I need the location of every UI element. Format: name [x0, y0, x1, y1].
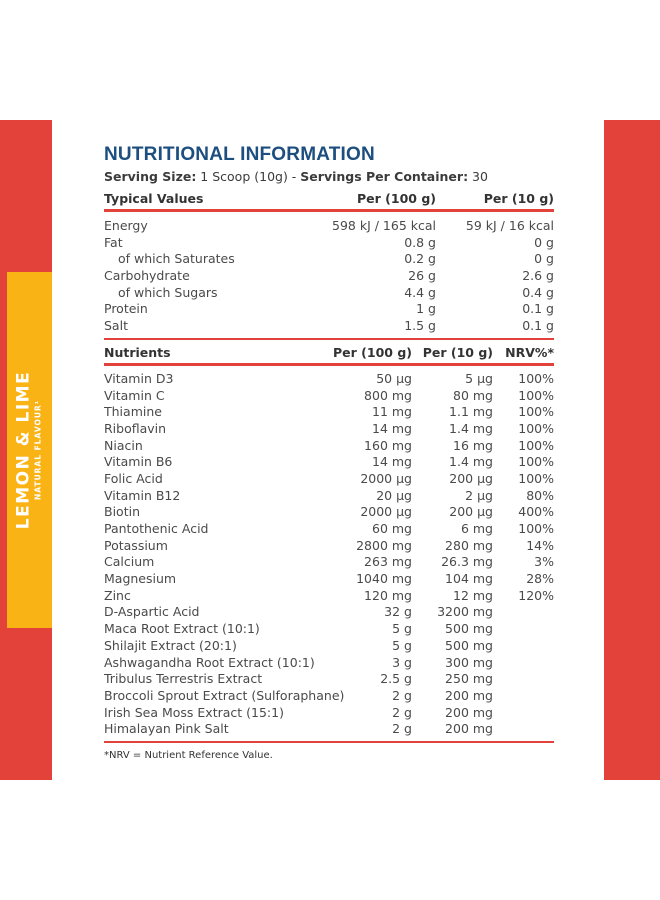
row-per100: 160 mg — [364, 437, 412, 453]
row-nrv: 100% — [518, 370, 554, 386]
row-per100: 11 mg — [372, 404, 412, 420]
table-row — [104, 504, 554, 521]
nutrients-table — [104, 366, 554, 743]
row-label: Ashwagandha Root Extract (10:1) — [104, 654, 315, 670]
table-row — [104, 438, 554, 455]
row-per10: 0.4 g — [522, 284, 554, 300]
row-label: Carbohydrate — [104, 268, 190, 284]
row-label: Shilajit Extract (20:1) — [104, 637, 237, 653]
table-row — [104, 285, 554, 302]
typical-header-label: Typical Values — [104, 191, 204, 206]
typical-values-header — [104, 189, 554, 212]
row-per10: 280 mg — [445, 537, 493, 553]
row-per100: 2 g — [392, 704, 412, 720]
row-label: Calcium — [104, 554, 155, 570]
row-per10: 2.6 g — [522, 268, 554, 284]
typical-header-per100: Per (100 g) — [357, 191, 436, 206]
row-label: Pantothenic Acid — [104, 521, 209, 536]
nutrients-header-per10: Per (10 g) — [422, 344, 493, 360]
row-per10: 200 µg — [449, 470, 493, 486]
row-label: Zinc — [104, 587, 131, 603]
table-row — [104, 688, 554, 705]
row-label: Irish Sea Moss Extract (15:1) — [104, 704, 284, 720]
serving-info — [104, 168, 554, 185]
row-per100: 14 mg — [372, 454, 412, 470]
table-row — [104, 488, 554, 505]
row-per100: 1 g — [416, 301, 436, 317]
row-label: Vitamin B12 — [104, 487, 181, 503]
row-per10: 0.1 g — [522, 301, 554, 317]
row-per10: 200 µg — [449, 504, 493, 520]
row-per10: 200 mg — [445, 687, 493, 703]
table-row — [104, 604, 554, 621]
row-nrv: 100% — [518, 420, 554, 436]
row-per100: 2 g — [392, 687, 412, 703]
row-per10: 6 mg — [460, 521, 493, 536]
row-per10: 5 µg — [465, 370, 493, 386]
row-per100: 26 g — [408, 268, 436, 284]
nutrition-panel — [104, 144, 554, 762]
table-row — [104, 521, 554, 538]
row-per10: 1.4 mg — [449, 454, 493, 470]
typical-header-per10: Per (10 g) — [483, 191, 554, 206]
row-nrv: 100% — [518, 454, 554, 470]
nutrients-header-label: Nutrients — [104, 344, 171, 360]
row-label: Maca Root Extract (10:1) — [104, 621, 260, 637]
row-label: Himalayan Pink Salt — [104, 721, 229, 737]
table-row — [104, 301, 554, 318]
row-nrv: 3% — [534, 554, 554, 570]
row-label: D-Aspartic Acid — [104, 604, 200, 620]
row-per10: 300 mg — [445, 654, 493, 670]
right-red-band — [604, 120, 660, 780]
row-per100: 4.4 g — [404, 284, 436, 300]
table-row — [104, 621, 554, 638]
table-row — [104, 454, 554, 471]
row-label: Tribulus Terrestris Extract — [104, 671, 263, 687]
row-label: Biotin — [104, 504, 140, 520]
flavour-label — [15, 371, 44, 529]
row-label: of which Saturates — [118, 251, 235, 267]
row-per10: 500 mg — [445, 621, 493, 637]
row-label: of which Sugars — [118, 284, 218, 300]
row-nrv: 100% — [518, 387, 554, 403]
table-row — [104, 638, 554, 655]
serving-size-label: Serving Size: — [104, 169, 197, 184]
table-row — [104, 721, 554, 738]
row-per100: 20 µg — [376, 487, 412, 503]
row-label: Magnesium — [104, 571, 177, 587]
row-per10: 250 mg — [445, 671, 493, 687]
row-per100: 598 kJ / 165 kcal — [332, 218, 436, 233]
footnote: *NRV = Nutrient Reference Value. — [104, 749, 273, 761]
row-per100: 2000 µg — [360, 504, 412, 520]
table-row — [104, 251, 554, 268]
serving-size-value: 1 Scoop (10g) - — [196, 169, 301, 184]
table-row — [104, 235, 554, 252]
row-per10: 0 g — [534, 234, 554, 250]
nutrients-header-per100: Per (100 g) — [333, 344, 412, 360]
row-label: Riboflavin — [104, 420, 167, 436]
row-nrv: 100% — [518, 470, 554, 486]
table-row — [104, 318, 554, 335]
flavour-name: LEMON & LIME — [13, 370, 34, 530]
table-row — [104, 588, 554, 605]
nutrients-header — [104, 343, 554, 366]
row-nrv: 80% — [526, 487, 554, 503]
page-title: NUTRITIONAL INFORMATION — [104, 144, 375, 165]
row-nrv: 28% — [526, 571, 554, 587]
row-per10: 59 kJ / 16 kcal — [465, 218, 554, 233]
row-label: Protein — [104, 301, 148, 317]
row-per100: 5 g — [392, 637, 412, 653]
row-per100: 5 g — [392, 621, 412, 637]
nutrients-header-nrv: NRV%* — [505, 344, 554, 360]
row-nrv: 100% — [518, 404, 554, 420]
table-row — [104, 571, 554, 588]
row-nrv: 400% — [518, 504, 554, 520]
row-per10: 12 mg — [453, 587, 493, 603]
row-per100: 2800 mg — [356, 537, 412, 553]
table-row — [104, 671, 554, 688]
row-label: Broccoli Sprout Extract (Sulforaphane) — [104, 687, 345, 703]
table-row — [104, 655, 554, 672]
table-row — [104, 218, 554, 235]
row-label: Fat — [104, 234, 123, 250]
row-per10: 0 g — [534, 251, 554, 267]
row-per100: 50 µg — [376, 370, 412, 386]
servings-per-container-label: Servings Per Container: — [300, 169, 469, 184]
row-per100: 120 mg — [364, 587, 412, 603]
row-per100: 1.5 g — [404, 318, 436, 334]
table-row — [104, 421, 554, 438]
row-label: Salt — [104, 318, 128, 334]
row-per100: 263 mg — [364, 554, 412, 570]
table-row — [104, 268, 554, 285]
row-per100: 60 mg — [372, 521, 412, 536]
row-per10: 80 mg — [453, 387, 493, 403]
row-nrv: 100% — [518, 437, 554, 453]
row-per100: 0.8 g — [404, 234, 436, 250]
row-per10: 3200 mg — [437, 604, 493, 620]
row-nrv: 100% — [518, 521, 554, 536]
row-per10: 104 mg — [445, 571, 493, 587]
row-per100: 1040 mg — [356, 571, 412, 587]
flavour-subtitle: NATURAL FLAVOUR¹ — [33, 399, 43, 501]
row-per10: 200 mg — [445, 721, 493, 737]
row-nrv: 14% — [526, 537, 554, 553]
row-label: Vitamin D3 — [104, 370, 174, 386]
row-per10: 16 mg — [453, 437, 493, 453]
row-label: Vitamin B6 — [104, 454, 173, 470]
typical-values-table — [104, 212, 554, 340]
servings-per-container-value: 30 — [468, 169, 488, 184]
row-per10: 500 mg — [445, 637, 493, 653]
table-row — [104, 471, 554, 488]
row-per100: 2 g — [392, 721, 412, 737]
row-label: Thiamine — [104, 404, 162, 420]
row-per10: 0.1 g — [522, 318, 554, 334]
row-per100: 2000 µg — [360, 470, 412, 486]
row-per10: 1.4 mg — [449, 420, 493, 436]
table-row — [104, 404, 554, 421]
row-label: Potassium — [104, 537, 168, 553]
row-per100: 2.5 g — [380, 671, 412, 687]
row-label: Vitamin C — [104, 387, 165, 403]
row-per10: 200 mg — [445, 704, 493, 720]
row-per100: 800 mg — [364, 387, 412, 403]
table-row — [104, 554, 554, 571]
row-per10: 2 µg — [465, 487, 493, 503]
table-row — [104, 371, 554, 388]
row-label: Energy — [104, 218, 148, 233]
row-per100: 32 g — [384, 604, 412, 620]
table-row — [104, 538, 554, 555]
row-per100: 0.2 g — [404, 251, 436, 267]
row-nrv: 120% — [518, 587, 554, 603]
table-row — [104, 388, 554, 405]
table-row — [104, 705, 554, 722]
row-per10: 26.3 mg — [441, 554, 493, 570]
row-per10: 1.1 mg — [449, 404, 493, 420]
row-per100: 14 mg — [372, 420, 412, 436]
row-per100: 3 g — [392, 654, 412, 670]
row-label: Niacin — [104, 437, 143, 453]
row-label: Folic Acid — [104, 470, 163, 486]
